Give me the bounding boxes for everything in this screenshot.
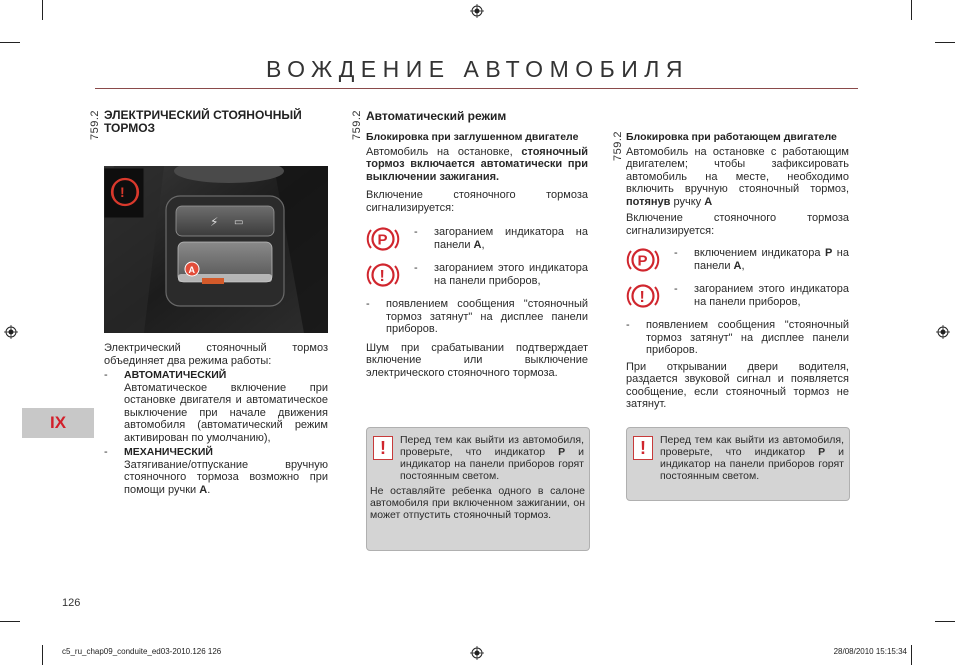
brake-warning-icon bbox=[626, 281, 660, 311]
indicator-row: ! - загоранием этого индикатора на панели приборов, bbox=[366, 260, 588, 296]
warning-text: Перед тем как выйти из автомобиля, проверьте, что индикатор P и индикатор на панели приборов горят постоянным светом. bbox=[660, 434, 844, 482]
svg-text:!: ! bbox=[639, 289, 645, 306]
svg-text:!: ! bbox=[379, 268, 385, 285]
registration-mark-icon bbox=[470, 4, 484, 18]
mode-text: Автоматическое включение при остановке двигателя и автоматическое выключение при начале движения автомобиля (автоматический режим активирован по умолчанию), bbox=[124, 381, 328, 444]
indicator-row: ! - загоранием этого индикатора на панели приборов, bbox=[626, 281, 849, 317]
para-auto: Автомобиль на остановке, стояночный тормоз включается автоматически при выключении зажигания. bbox=[366, 145, 588, 183]
svg-text:▭: ▭ bbox=[234, 217, 244, 228]
registration-mark-icon bbox=[4, 325, 18, 339]
crop-mark bbox=[935, 621, 955, 622]
bullet-dash: - bbox=[104, 446, 108, 458]
indicator-row: P - загоранием индикатора на панели A, bbox=[366, 224, 588, 260]
page-title: ВОЖДЕНИЕ АВТОМОБИЛЯ bbox=[266, 56, 689, 82]
col3-body bbox=[626, 131, 849, 411]
crop-mark bbox=[42, 645, 43, 665]
block-heading: Блокировка при заглушенном двигателе bbox=[366, 131, 579, 143]
intro-text: Электрический стояночный тормоз объединяет два режима работы: bbox=[104, 342, 328, 367]
crop-mark bbox=[42, 0, 43, 20]
section-code: 759.2 bbox=[89, 110, 101, 141]
section-heading: ЭЛЕКТРИЧЕСКИЙ СТОЯНОЧНЫЙ ТОРМОЗ bbox=[104, 108, 302, 135]
mode-text: Затягивание/отпускание вручную стояночного тормоза возможно при помощи ручки A. bbox=[124, 458, 328, 496]
warning-box bbox=[366, 427, 590, 551]
svg-text:!: ! bbox=[120, 184, 125, 200]
brake-warning-icon bbox=[366, 260, 400, 290]
crop-mark bbox=[0, 621, 20, 622]
para-manual: Автомобиль на остановке с работающим двигателем; чтобы зафиксировать автомобиль на месте, необходимо включить вручную стояночный тормоз, потянув ручку A bbox=[626, 145, 849, 208]
mode-item bbox=[104, 369, 328, 444]
svg-text:⚡: ⚡ bbox=[210, 215, 219, 229]
warning-box bbox=[626, 427, 850, 501]
mode-item bbox=[104, 446, 328, 496]
photo-label: A bbox=[188, 265, 195, 275]
crop-mark bbox=[0, 42, 20, 43]
footer-left: c5_ru_chap09_conduite_ed03-2010.126 126 bbox=[62, 647, 222, 656]
section-code: 759.2 bbox=[612, 131, 624, 162]
warning-text: Перед тем как выйти из автомобиля, проверьте, что индикатор P и индикатор на панели приборов горят постоянным светом. bbox=[400, 434, 584, 482]
registration-mark-icon bbox=[470, 646, 484, 660]
door-text: При открывании двери водителя, раздается звуковой сигнал и появляется сообщение, если стояночный тормоз не затянут. bbox=[626, 360, 849, 410]
crop-mark bbox=[911, 0, 912, 20]
warning-extra: Не оставляйте ребенка одного в салоне автомобиля при включенном зажигании, он может отпустить стояночный тормоз. bbox=[370, 485, 585, 521]
page-number: 126 bbox=[62, 597, 81, 609]
message-item: - появлением сообщения "стояночный тормоз затянут" на дисплее панели приборов. bbox=[626, 319, 849, 356]
exclamation-warning-icon: ! bbox=[633, 436, 653, 460]
crop-mark bbox=[935, 42, 955, 43]
indicator-row: P - включением индикатора P на панели A, bbox=[626, 245, 849, 281]
noise-text: Шум при срабатывании подтверждает включение или выключение электрического стояночного тормоза. bbox=[366, 341, 588, 379]
parking-brake-p-icon bbox=[626, 245, 660, 275]
block-heading: Блокировка при работающем двигателе bbox=[626, 131, 837, 143]
footer-right: 28/08/2010 15:15:34 bbox=[833, 647, 907, 656]
parking-brake-photo bbox=[104, 166, 328, 333]
section-code: 759.2 bbox=[351, 110, 363, 141]
signal-intro: Включение стояночного тормоза сигнализируется: bbox=[366, 189, 588, 214]
signal-intro: Включение стояночного тормоза сигнализируется: bbox=[626, 212, 849, 237]
svg-text:P: P bbox=[637, 252, 648, 270]
svg-text:P: P bbox=[377, 231, 388, 249]
title-divider bbox=[95, 88, 858, 89]
parking-brake-p-icon bbox=[366, 224, 400, 254]
section-subheading: Автоматический режим bbox=[366, 109, 507, 123]
message-item: - появлением сообщения "стояночный тормоз затянут" на дисплее панели приборов. bbox=[366, 298, 588, 335]
mode-title: МЕХАНИЧЕСКИЙ bbox=[124, 446, 213, 458]
bullet-dash: - bbox=[104, 369, 108, 381]
exclamation-warning-icon: ! bbox=[373, 436, 393, 460]
crop-mark bbox=[911, 645, 912, 665]
registration-mark-icon bbox=[936, 325, 950, 339]
chapter-tab: IX bbox=[22, 408, 94, 438]
mode-title: АВТОМАТИЧЕСКИЙ bbox=[124, 369, 227, 381]
col2-body bbox=[366, 131, 588, 379]
col1-body bbox=[104, 342, 328, 496]
